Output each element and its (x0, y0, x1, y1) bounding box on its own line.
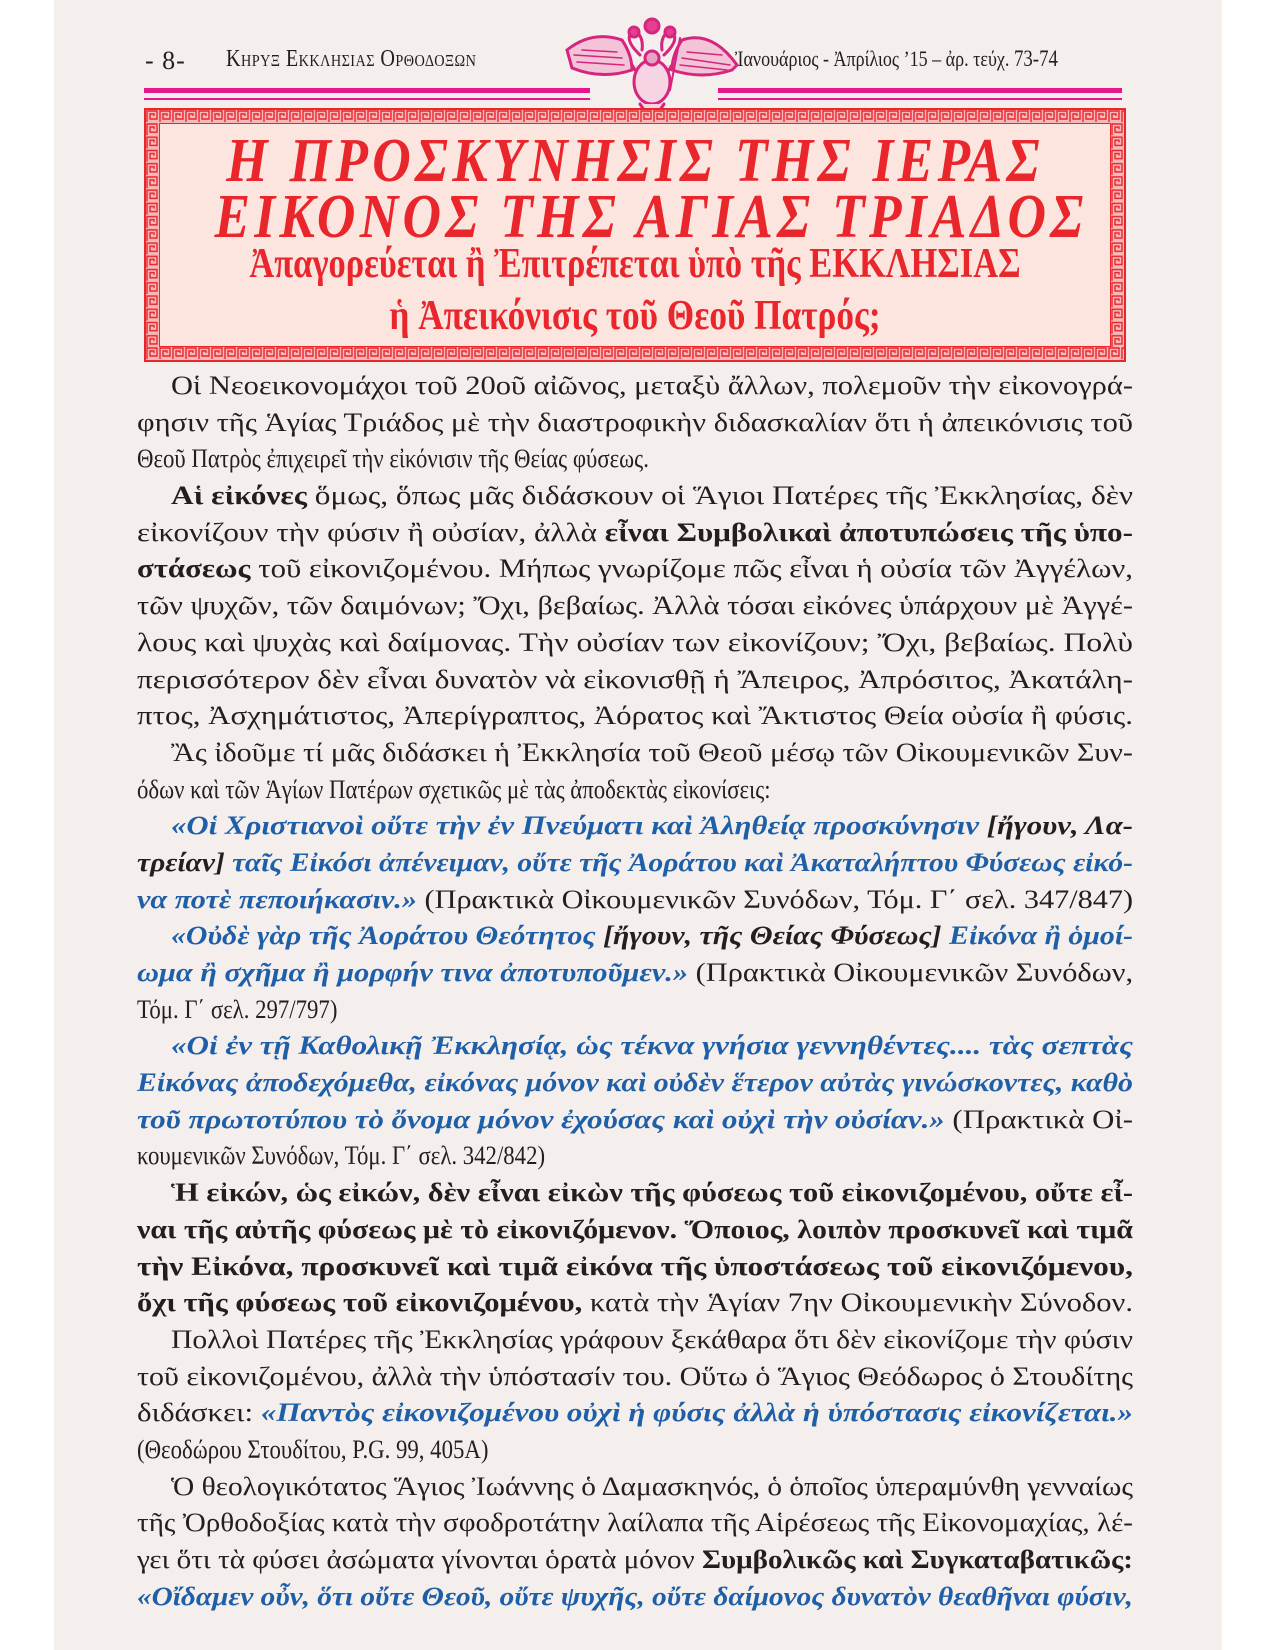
quote-text: «Παντὸς εἰκονιζομένου οὐχὶ ἡ φύσις ἀλλὰ ἡ ὑπόστασις εἰκονίζεται.» (260, 1397, 1134, 1428)
paragraph-line: ναι τῆς αὐτῆς φύσεως μὲ τὸ εἰκονιζόμενον. Ὅποιος, λοιπὸν προσκυνεῖ καὶ τιμᾶ (137, 1213, 1133, 1244)
issue-info (735, 46, 1058, 86)
meander-border-top (146, 110, 1124, 123)
quote-line (137, 1101, 1133, 1138)
paragraph-line: Οἱ Νεοεικονομάχοι τοῦ 20οῦ αἰῶνος, μεταξὺ ἄλλων, πολεμοῦν τὴν εἰκονογρά- (171, 370, 1133, 400)
quote-line (137, 1064, 1133, 1101)
quote-line (137, 917, 1133, 954)
paragraph-line: τὴν Εἰκόνα, προσκυνεῖ καὶ τιμᾶ εἰκόνα τῆς ὑποστάσεως τοῦ εἰκονιζόμενου, (137, 1250, 1133, 1281)
quote-text: «Οἴδαμεν οὖν, ὅτι οὔτε Θεοῦ, οὔτε ψυχῆς, οὔτε δαίμονος δυνατὸν θεαθῆναι φύσιν, (137, 1580, 1134, 1611)
subtitle-line-2: ἡ Ἀπεικόνισις τοῦ Θεοῦ Πατρός; (389, 293, 881, 339)
quote-text: «Οὐδὲ γὰρ τῆς Ἀοράτου Θεότητος (171, 920, 604, 951)
header-rule-right (718, 88, 1122, 93)
publication-title: Κηρυξ Εκκλησιας Ορθοδοξων (226, 46, 477, 72)
emphasis: Αἱ εἰκόνες (171, 480, 307, 511)
citation: κουμενικῶν Συνόδων, Τόμ. Γ΄ σελ. 342/842) (137, 1140, 546, 1171)
citation: (Θεοδώρου Στουδίτου, P.G. 99, 405A) (137, 1433, 489, 1464)
citation: (Πρακτικὰ Οἰκουμενικῶν Συνόδων, Τόμ. Γ΄ σελ. 347/847) (416, 883, 1134, 914)
citation: (Πρακτικὰ Οἰκουμενικῶν Συνόδων, (688, 957, 1134, 987)
paragraph-line: λους καὶ ψυχὰς καὶ δαίμονας. Τὴν οὐσίαν των εἰκονίζουν; Ὄχι, βεβαίως. Πολὺ (137, 626, 1134, 657)
quote-line (137, 1578, 1133, 1615)
meander-border-right (1111, 123, 1124, 347)
header-rule-left (144, 88, 590, 93)
paragraph-line: τῆς Ὀρθοδοξίας κατὰ τὴν σφοδροτάτην λαίλαπα τῆς Αἱρέσεως τῆς Εἰκονομαχίας, λέ- (137, 1507, 1133, 1538)
quote-line (137, 991, 1133, 1028)
quote-text: ταῖς Εἰκόσι ἀπένειμαν, οὔτε τῆς Ἀοράτου καὶ Ἀκαταλήπτου Φύσεως εἰκό- (224, 846, 1133, 877)
paragraph-line (137, 1431, 1133, 1468)
paragraph-line: τῶν ψυχῶν, τῶν δαιμόνων; Ὄχι, βεβαίως. Ἀλλὰ τόσαι εἰκόνες ὑπάρχουν μὲ Ἀγγέ- (137, 590, 1133, 621)
issue-date: Ἰανουάριος - Ἀπρίλιος ’15 – ἀρ. τεύχ. (735, 46, 1010, 71)
meander-border-bottom (146, 347, 1124, 360)
paragraph-line: Ἡ εἰκών, ὡς εἰκών, δὲν εἶναι εἰκὼν τῆς φύσεως τοῦ εἰκονιζομένου, οὔτε εἶ- (171, 1177, 1134, 1208)
paragraph-line: Πολλοὶ Πατέρες τῆς Ἐκκλησίας γράφουν ξεκάθαρα ὅτι δὲν εἰκονίζομε τὴν φύσιν (171, 1323, 1133, 1354)
meander-border-left (146, 123, 159, 347)
article-body (137, 367, 1133, 1614)
paragraph-line: στάσεως τοῦ εἰκονιζομένου. Μήπως γνωρίζομε πῶς εἶναι ἡ οὐσία τῶν Ἀγγέλων, (137, 553, 1133, 584)
emphasis: εἶναι Συμβολικαὶ ἀποτυπώσεις τῆς ὑπο- (604, 516, 1133, 547)
page-number: - 8- (145, 46, 186, 75)
quote-text: «Οἱ ἐν τῇ Καθολικῇ Ἐκκλησίᾳ, ὡς τέκνα γνήσια γεννηθέντες.... τὰς σεπτὰς (171, 1030, 1134, 1061)
quote-line (137, 807, 1133, 844)
quote-text: να ποτὲ πεποιήκασιν.» (137, 883, 417, 914)
paragraph-line: πτος, Ἀσχημάτιστος, Ἀπερίγραπτος, Ἀόρατος καὶ Ἄκτιστος Θεία οὐσία ἢ φύσις. (137, 700, 1134, 731)
paragraph-line: εἰκονίζουν τὴν φύσιν ἢ οὐσίαν, ἀλλὰ εἶναι Συμβολικαὶ ἀποτυπώσεις τῆς ὑπο- (137, 516, 1133, 547)
quote-text: Εἰκόνα ἢ ὁμοί- (941, 920, 1134, 951)
subtitle-line-1: Ἀπαγορεύεται ἢ Ἐπιτρέπεται ὑπὸ τῆς ΕΚΚΛΗΣΙΑΣ (249, 241, 1021, 287)
header-rule-right-thin (718, 98, 1122, 100)
bracket-note: [ἤγουν, Λα- (986, 810, 1134, 841)
quote-line (137, 954, 1133, 991)
title-line-1: Η ΠΡΟΣΚΥΝΗΣΙΣ ΤΗΣ ΙΕΡΑΣ (226, 127, 1044, 195)
bracket-note: τρείαν] (137, 846, 225, 877)
paragraph-line: Αἱ εἰκόνες ὅμως, ὅπως μᾶς διδάσκουν οἱ Ἅγιοι Πατέρες τῆς Ἐκκλησίας, δὲν (171, 480, 1134, 511)
paragraph-line: ὄχι τῆς φύσεως τοῦ εἰκονιζομένου, κατὰ τὴν Ἁγίαν 7ην Οἰκουμενικὴν Σύνοδον. (137, 1287, 1133, 1318)
quote-line (137, 1137, 1133, 1174)
quote-line (137, 881, 1133, 918)
bracket-note: [ἤγουν, τῆς Θείας Φύσεως] (603, 920, 942, 951)
quote-text: τοῦ πρωτοτύπου τὸ ὄνομα μόνον ἐχούσας καὶ οὐχὶ τὴν οὐσίαν.» (137, 1103, 945, 1134)
citation: Τόμ. Γ΄ σελ. 297/797) (137, 993, 338, 1024)
quote-text: Εἰκόνας ἀποδεχόμεθα, εἰκόνας μόνον καὶ οὐδὲν ἕτερον αὐτὰς γινώσκοντες, καθὸ (137, 1067, 1134, 1098)
quote-text: ωμα ἢ σχῆμα ἢ μορφήν τινα ἀποτυποῦμεν.» (137, 957, 689, 987)
quote-line (137, 844, 1133, 881)
citation: (Πρακτικὰ Οἰ- (944, 1103, 1134, 1134)
quote-line (137, 1027, 1133, 1064)
header-rule-left-thin (144, 98, 590, 100)
paragraph-line: Θεοῦ Πατρὸς ἐπιχειρεῖ τὴν εἰκόνισιν τῆς Θείας φύσεως. (137, 443, 649, 474)
paragraph-line: φησιν τῆς Ἁγίας Τριάδος μὲ τὴν διαστροφικὴν διδασκαλίαν ὅτι ἡ ἀπεικόνισις τοῦ (137, 406, 1134, 437)
title-box (144, 108, 1126, 362)
paragraph-line: διδάσκει: «Παντὸς εἰκονιζομένου οὐχὶ ἡ φύσις ἀλλὰ ἡ ὑπόστασις εἰκονίζεται.» (137, 1397, 1134, 1428)
paragraph-line: τοῦ εἰκονιζομένου, ἀλλὰ τὴν ὑπόστασίν του. Οὕτω ὁ Ἅγιος Θεόδωρος ὁ Στουδίτης (137, 1360, 1134, 1391)
paragraph-line: γει ὅτι τὰ φύσει ἀσώματα γίνονται ὁρατὰ μόνον Συμβολικῶς καὶ Συγκαταβατικῶς: (137, 1544, 1133, 1574)
quote-text: «Οἱ Χριστιανοὶ οὔτε τὴν ἐν Πνεύματι καὶ Ἀληθείᾳ προσκύνησιν (171, 810, 987, 841)
paragraph-line: όδων καὶ τῶν Ἁγίων Πατέρων σχετικῶς μὲ τὰς ἀποδεκτὰς εἰκονίσεις: (137, 773, 771, 804)
issue-numbers: 73-74 (1013, 46, 1058, 71)
paragraph-line: Ἂς ἰδοῦμε τί μᾶς διδάσκει ἡ Ἐκκλησία τοῦ Θεοῦ μέσῳ τῶν Οἰκουμενικῶν Συν- (171, 736, 1133, 767)
emphasis: στάσεως (137, 553, 251, 584)
paragraph-line: περισσότερον δὲν εἶναι δυνατὸν νὰ εἰκονισθῇ ἡ Ἄπειρος, Ἀπρόσιτος, Ἀκατάλη- (137, 663, 1133, 694)
paragraph-line: Ὁ θεολογικότατος Ἅγιος Ἰωάννης ὁ Δαμασκηνός, ὁ ὁποῖος ὑπεραμύνθη γενναίως (171, 1470, 1133, 1501)
title-line-2: ΕΙΚΟΝΟΣ ΤΗΣ ΑΓΙΑΣ ΤΡΙΑΔΟΣ (214, 183, 1088, 251)
